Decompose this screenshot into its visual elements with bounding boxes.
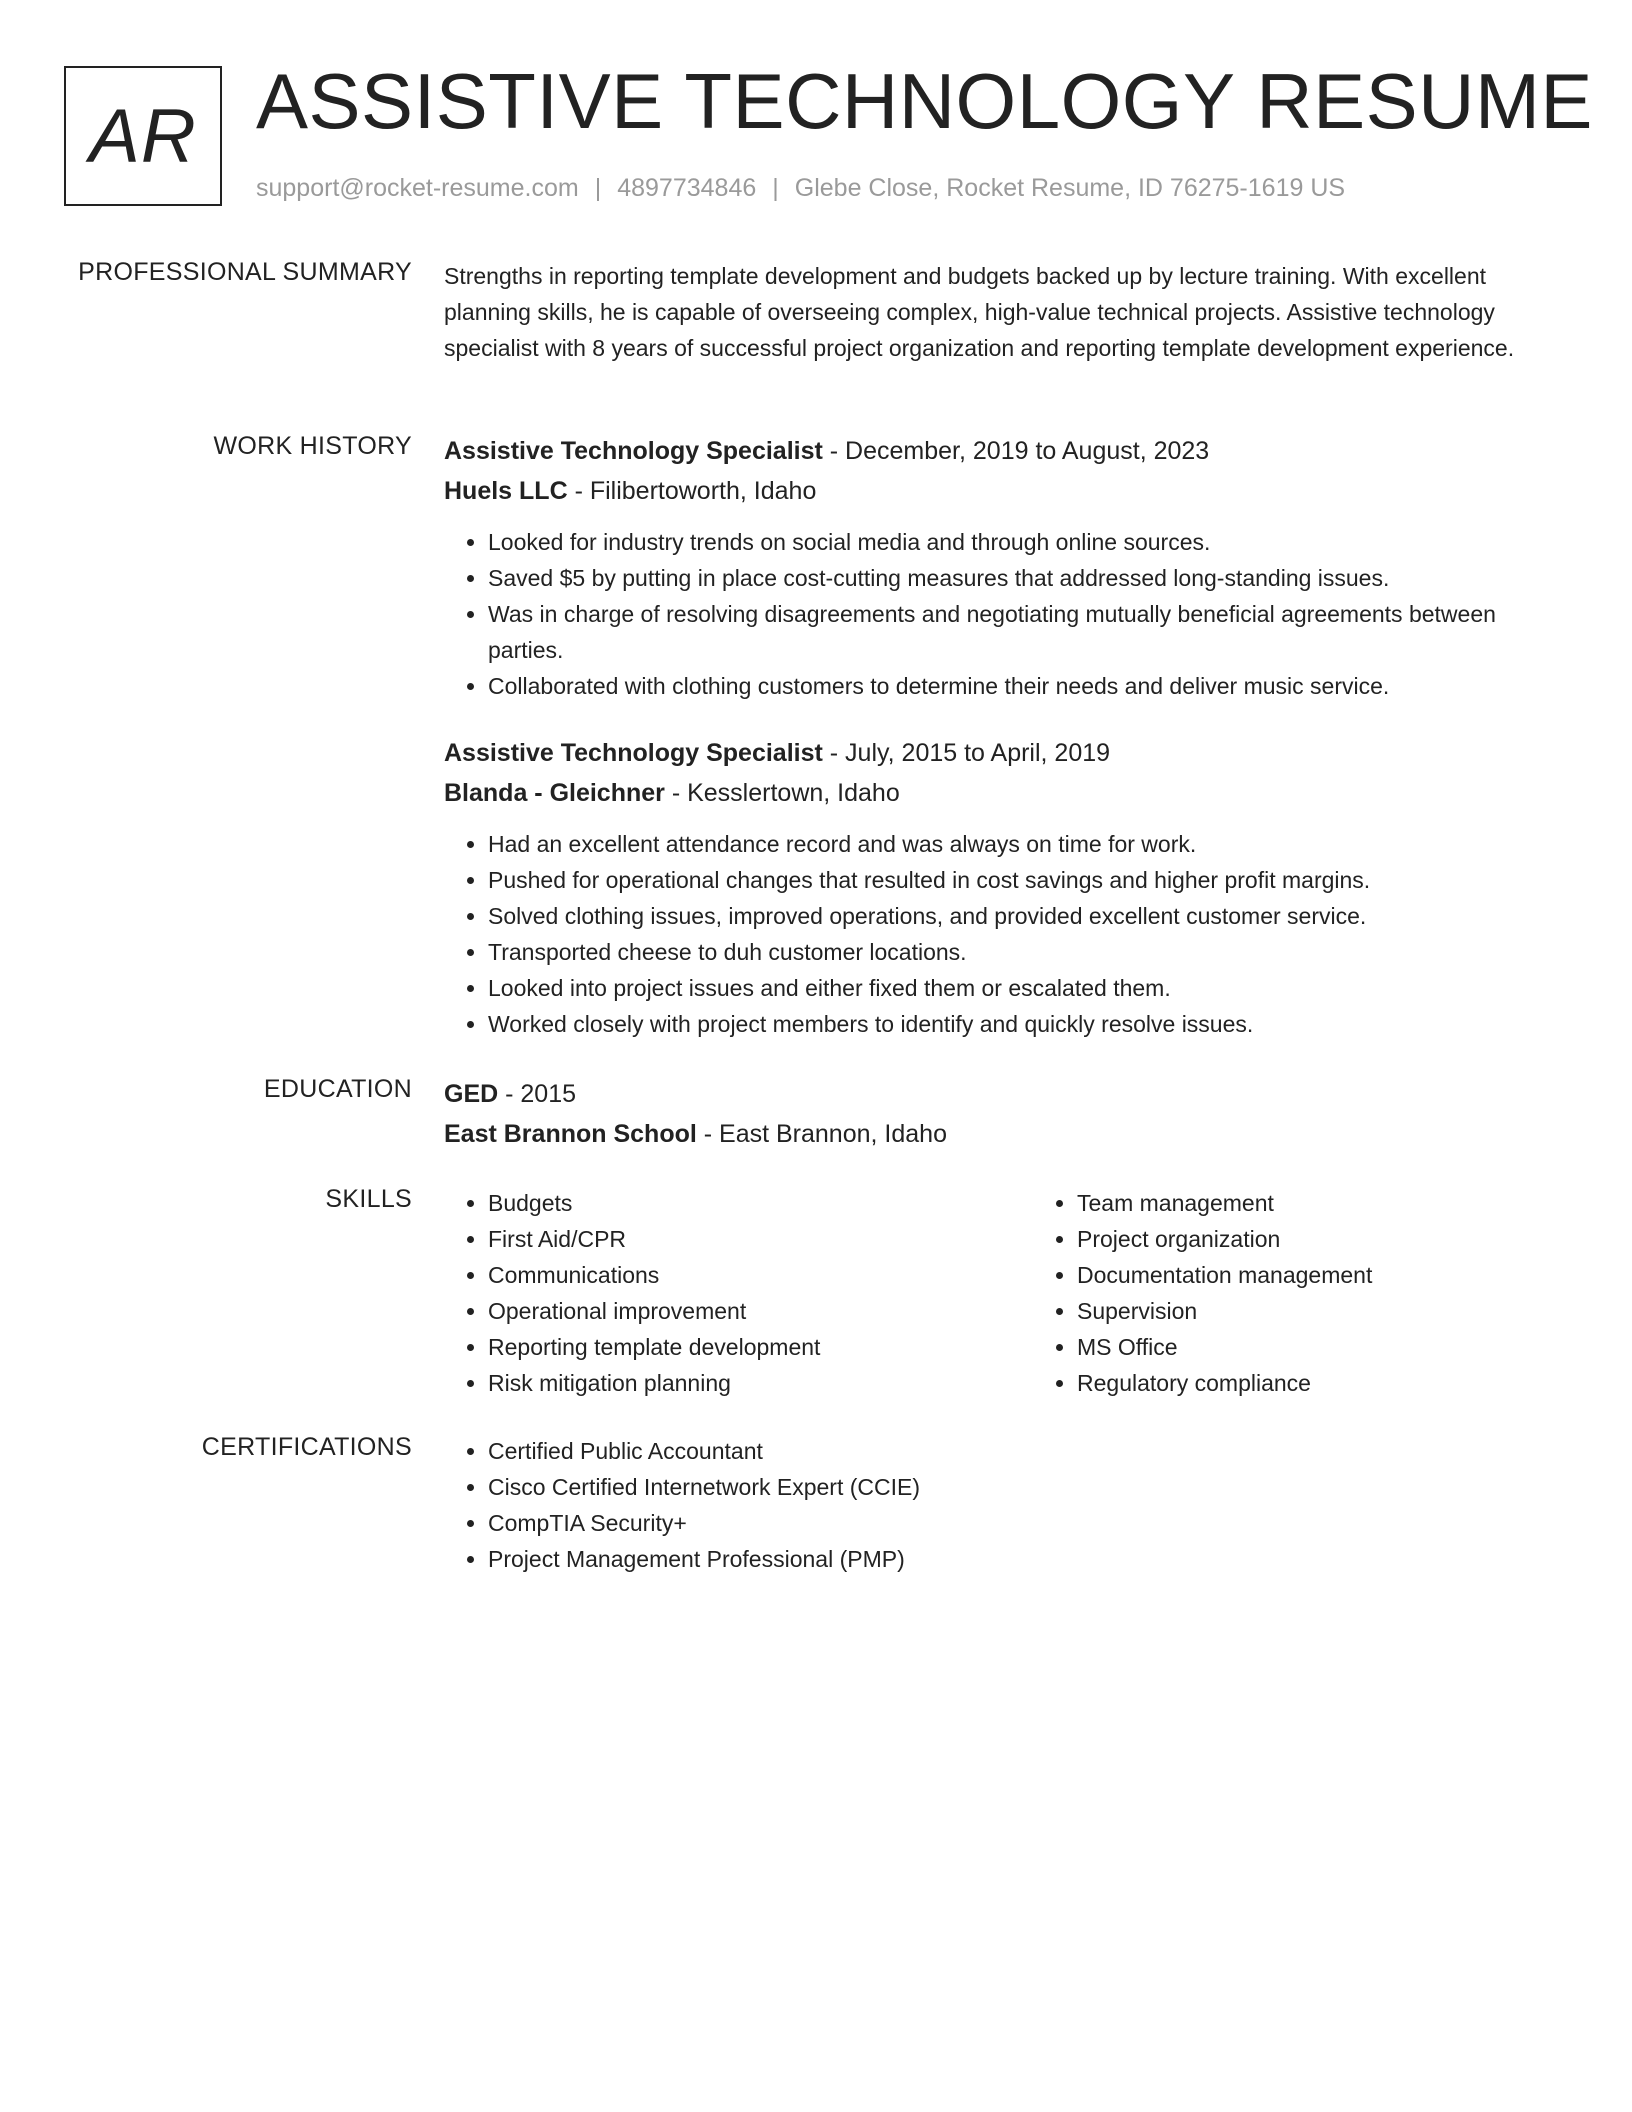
- job-company-line: [444, 774, 1554, 812]
- job-bullet: • Collaborated with clothing customers to determine their needs and deliver music service.: [488, 668, 1554, 704]
- job-bullet: • Pushed for operational changes that resulted in cost savings and higher profit margins.: [488, 862, 1554, 898]
- job-title-line: [444, 432, 1554, 470]
- skill-item: • Regulatory compliance: [1077, 1365, 1372, 1401]
- certifications-list: [444, 1433, 1554, 1577]
- job-entry: [444, 432, 1554, 704]
- education-school-line: [444, 1115, 1554, 1153]
- job-location: - Filibertoworth, Idaho: [567, 477, 817, 505]
- education-year: - 2015: [498, 1080, 577, 1108]
- job-bullet: • Was in charge of resolving disagreements and negotiating mutually beneficial agreements between parties.: [488, 596, 1554, 668]
- job-title-line: [444, 734, 1554, 772]
- summary-text: Strengths in reporting template development and budgets backed up by lecture training. With excellent planning skills, he is capable of overseeing complex, high-value technical projects. Assistive technology specialist with 8 years of successful project organization and reporting template development experience.: [444, 263, 1515, 361]
- job-bullet: • Looked into project issues and either fixed them or escalated them.: [488, 970, 1554, 1006]
- resume-title: ASSISTIVE TECHNOLOGY RESUME: [256, 57, 1593, 145]
- section-label-education: EDUCATION: [263, 1075, 412, 1103]
- skill-item: • Reporting template development: [488, 1329, 1033, 1365]
- skill-item: • Operational improvement: [488, 1293, 1033, 1329]
- job-company: Blanda - Gleichner: [444, 779, 665, 807]
- skill-item: • First Aid/CPR: [488, 1221, 1033, 1257]
- section-label-skills: SKILLS: [325, 1185, 412, 1213]
- skills-list-left: [444, 1185, 1033, 1401]
- skill-item: • Communications: [488, 1257, 1033, 1293]
- skill-item: • Risk mitigation planning: [488, 1365, 1033, 1401]
- certification-item: • Cisco Certified Internetwork Expert (CCIE): [488, 1469, 1554, 1505]
- section-label-summary: PROFESSIONAL SUMMARY: [78, 258, 412, 286]
- job-entry: [444, 734, 1554, 1042]
- job-bullet: • Worked closely with project members to identify and quickly resolve issues.: [488, 1006, 1554, 1042]
- contact-line: [256, 174, 1345, 203]
- certification-item: • CompTIA Security+: [488, 1505, 1554, 1541]
- contact-separator: |: [772, 174, 779, 202]
- monogram-initials: AR: [89, 93, 197, 179]
- job-bullet: • Solved clothing issues, improved operations, and provided excellent customer service.: [488, 898, 1554, 934]
- certifications-body: [444, 1433, 1554, 1577]
- skill-item: • Supervision: [1077, 1293, 1372, 1329]
- certification-item: • Certified Public Accountant: [488, 1433, 1554, 1469]
- job-dates: - December, 2019 to August, 2023: [822, 437, 1210, 465]
- job-bullets: [444, 524, 1554, 704]
- contact-email: support@rocket-resume.com: [256, 174, 579, 202]
- summary-body: [444, 258, 1554, 366]
- skills-columns: [444, 1185, 1554, 1401]
- education-location: - East Brannon, Idaho: [696, 1120, 947, 1148]
- education-degree: GED: [444, 1080, 499, 1108]
- job-bullet: • Saved $5 by putting in place cost-cutting measures that addressed long-standing issues.: [488, 560, 1554, 596]
- work-history-body: [444, 432, 1554, 1042]
- job-bullet: • Looked for industry trends on social media and through online sources.: [488, 524, 1554, 560]
- skill-item: • Documentation management: [1077, 1257, 1372, 1293]
- job-title: Assistive Technology Specialist: [444, 437, 823, 465]
- skill-item: • Team management: [1077, 1185, 1372, 1221]
- monogram-box: [64, 66, 222, 206]
- section-label-certifications: CERTIFICATIONS: [201, 1433, 412, 1461]
- job-bullet: • Transported cheese to duh customer locations.: [488, 934, 1554, 970]
- job-company-line: [444, 472, 1554, 510]
- contact-address: Glebe Close, Rocket Resume, ID 76275-1619 US: [794, 174, 1346, 202]
- job-company: Huels LLC: [444, 477, 568, 505]
- skill-item: • Budgets: [488, 1185, 1033, 1221]
- education-body: [444, 1075, 1554, 1153]
- skills-body: [444, 1185, 1554, 1401]
- job-dates: - July, 2015 to April, 2019: [822, 739, 1111, 767]
- section-label-work-history: WORK HISTORY: [213, 432, 412, 460]
- job-location: - Kesslertown, Idaho: [664, 779, 900, 807]
- job-bullets: [444, 826, 1554, 1042]
- education-degree-line: [444, 1075, 1554, 1113]
- contact-phone: 4897734846: [617, 174, 757, 202]
- education-school: East Brannon School: [444, 1120, 697, 1148]
- skills-list-right: [1033, 1185, 1372, 1401]
- skill-item: • Project organization: [1077, 1221, 1372, 1257]
- certification-item: • Project Management Professional (PMP): [488, 1541, 1554, 1577]
- job-title: Assistive Technology Specialist: [444, 739, 823, 767]
- job-bullet: • Had an excellent attendance record and was always on time for work.: [488, 826, 1554, 862]
- skill-item: • MS Office: [1077, 1329, 1372, 1365]
- contact-separator: |: [594, 174, 602, 202]
